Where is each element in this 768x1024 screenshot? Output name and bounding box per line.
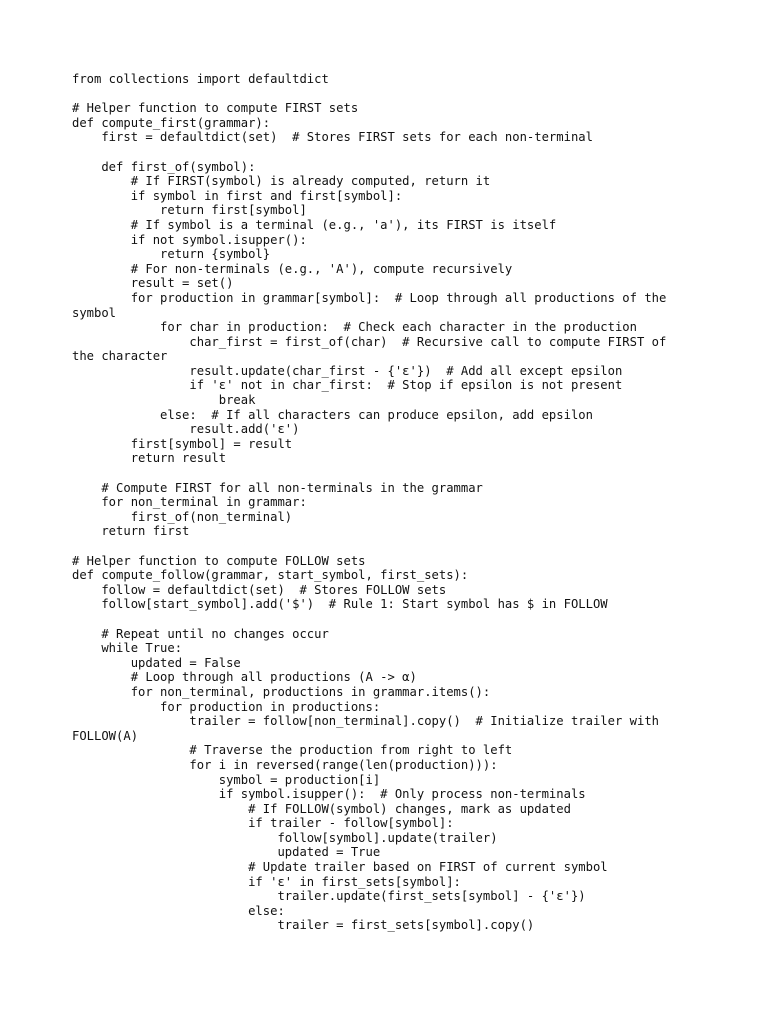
code-line: def first_of(symbol):	[72, 159, 256, 174]
code-line	[72, 466, 692, 481]
code-block	[72, 72, 692, 933]
code-line: for production in grammar[symbol]: # Loop through all productions of the	[72, 290, 667, 305]
code-line: trailer = follow[non_terminal].copy() # Initialize trailer with	[72, 714, 659, 729]
code-line: return {symbol}	[72, 247, 271, 262]
code-line: # Compute FIRST for all non-terminals in the grammar	[72, 480, 483, 495]
code-line: for non_terminal in grammar:	[72, 495, 307, 510]
code-line: if symbol in first and first[symbol]:	[72, 188, 403, 203]
code-line: symbol = production[i]	[72, 772, 381, 787]
code-line: first[symbol] = result	[72, 436, 293, 451]
code-line: follow[symbol].update(trailer)	[72, 830, 498, 845]
code-line	[72, 87, 692, 102]
code-line: # If FOLLOW(symbol) changes, mark as updated	[72, 801, 571, 816]
code-line: # Helper function to compute FIRST sets	[72, 101, 359, 116]
code-line: return first[symbol]	[72, 203, 307, 218]
code-line: trailer.update(first_sets[symbol] - {'ε'})	[72, 889, 586, 904]
code-line: # Helper function to compute FOLLOW sets	[72, 553, 366, 568]
code-line: FOLLOW(A)	[72, 728, 139, 743]
code-line: # If FIRST(symbol) is already computed, return it	[72, 174, 491, 189]
code-line: first_of(non_terminal)	[72, 509, 293, 524]
code-line: for non_terminal, productions in grammar.items():	[72, 684, 491, 699]
code-line: if not symbol.isupper():	[72, 232, 307, 247]
code-line: result.add('ε')	[72, 422, 300, 437]
code-line: def compute_first(grammar):	[72, 115, 271, 130]
code-line: from collections import defaultdict	[72, 72, 329, 86]
code-line: trailer = first_sets[symbol].copy()	[72, 918, 535, 933]
code-line: # If symbol is a terminal (e.g., 'a'), its FIRST is itself	[72, 217, 557, 232]
code-line: updated = True	[72, 845, 381, 860]
code-line	[72, 145, 692, 160]
code-line: while True:	[72, 641, 183, 656]
code-line: follow = defaultdict(set) # Stores FOLLOW sets	[72, 582, 447, 597]
code-line: for char in production: # Check each character in the production	[72, 320, 637, 335]
code-line: char_first = first_of(char) # Recursive call to compute FIRST of	[72, 334, 667, 349]
code-line: result.update(char_first - {'ε'}) # Add all except epsilon	[72, 363, 623, 378]
code-line	[72, 612, 692, 627]
code-line: break	[72, 393, 256, 408]
code-line: # Repeat until no changes occur	[72, 626, 329, 641]
code-line: # Loop through all productions (A -> α)	[72, 670, 417, 685]
code-line: follow[start_symbol].add('$') # Rule 1: Start symbol has $ in FOLLOW	[72, 597, 608, 612]
code-line: if 'ε' not in char_first: # Stop if epsilon is not present	[72, 378, 623, 393]
code-line: for production in productions:	[72, 699, 381, 714]
code-line: return result	[72, 451, 227, 466]
code-line: symbol	[72, 305, 117, 320]
code-line: else:	[72, 903, 285, 918]
code-line: if trailer - follow[symbol]:	[72, 816, 454, 831]
code-line: updated = False	[72, 655, 241, 670]
code-line	[72, 539, 692, 554]
code-line: result = set()	[72, 276, 234, 291]
code-line: def compute_follow(grammar, start_symbol, first_sets):	[72, 568, 469, 583]
code-line: for i in reversed(range(len(production))):	[72, 757, 498, 772]
code-line: if symbol.isupper(): # Only process non-terminals	[72, 787, 586, 802]
code-line: return first	[72, 524, 190, 539]
code-line: first = defaultdict(set) # Stores FIRST sets for each non-terminal	[72, 130, 593, 145]
code-line: # For non-terminals (e.g., 'A'), compute recursively	[72, 261, 513, 276]
code-line: # Traverse the production from right to left	[72, 743, 513, 758]
code-line: else: # If all characters can produce epsilon, add epsilon	[72, 407, 593, 422]
code-line: if 'ε' in first_sets[symbol]:	[72, 874, 461, 889]
code-line: the character	[72, 349, 168, 364]
code-line: # Update trailer based on FIRST of current symbol	[72, 860, 608, 875]
